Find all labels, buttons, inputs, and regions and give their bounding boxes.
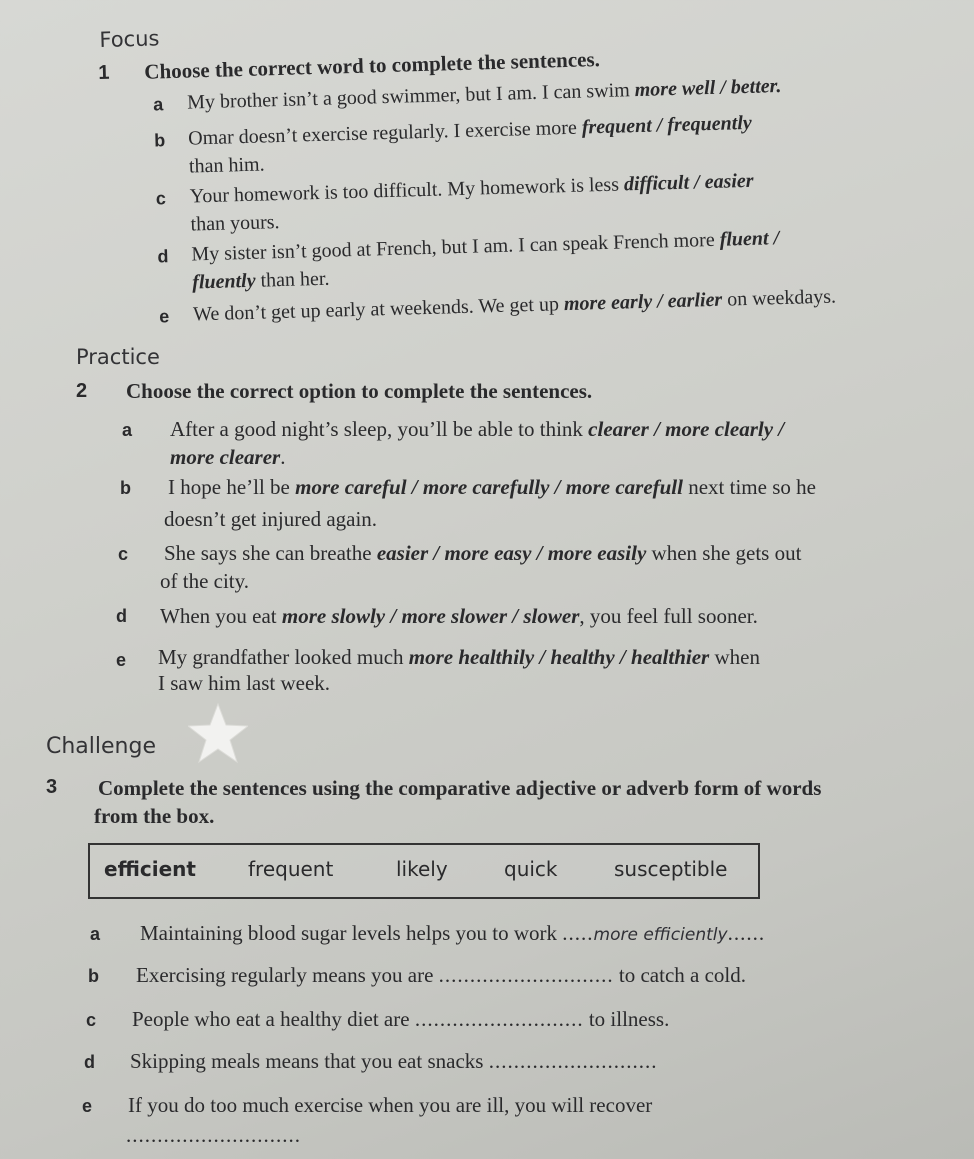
item-letter: b — [153, 130, 166, 151]
answer-blank[interactable]: ............................ — [126, 1123, 301, 1147]
item-letter: b — [88, 966, 99, 986]
sentence-line: People who eat a healthy diet are ........................... to illness. — [132, 1007, 670, 1031]
sentence-line: When you eat more slowly / more slower / slower, you feel full sooner. — [160, 604, 758, 628]
sentence-line: Omar doesn’t exercise regularly. I exercise more frequent / frequently — [187, 111, 753, 150]
sentence-line: After a good night’s sleep, you’ll be able to think clearer / more clearly / — [170, 417, 785, 441]
word-options: more early / earlier — [563, 288, 723, 316]
item-letter: d — [84, 1052, 95, 1072]
challenge-heading: Challenge — [46, 734, 156, 759]
sentence-line: My grandfather looked much more healthily / healthy / healthier when — [158, 645, 760, 669]
item-letter: e — [116, 650, 127, 670]
item-letter: d — [157, 246, 169, 267]
sentence-line: than him. — [188, 153, 265, 178]
item-letter: e — [158, 306, 170, 327]
item-letter: a — [122, 420, 133, 440]
focus-heading: Focus — [99, 26, 160, 53]
word-options: more slowly / more slower / slower — [281, 604, 580, 628]
item-letter: a — [90, 924, 101, 944]
item-letter: c — [155, 188, 167, 209]
answer-blank[interactable]: ............................ — [438, 963, 614, 987]
word-options: difficult / easier — [623, 169, 754, 196]
word-options: more careful / more carefully / more carefull — [295, 475, 683, 499]
word-box-item: efficient — [104, 857, 196, 881]
sentence-line: My sister isn’t good at French, but I am. I can speak French more fluent / — [191, 227, 780, 266]
sentence-line: Your homework is too difficult. My homework is less difficult / easier — [189, 169, 754, 208]
sentence-line: of the city. — [160, 569, 250, 593]
item-letter: e — [82, 1096, 93, 1116]
item-letter: c — [118, 544, 129, 564]
star-icon — [188, 702, 248, 764]
word-box-item: quick — [504, 857, 558, 881]
word-options: easier / more easy / more easily — [376, 541, 647, 565]
handwritten-answer: more efficiently — [593, 925, 728, 945]
exercise-number: 2 — [76, 380, 88, 402]
word-box — [88, 843, 760, 899]
practice-heading: Practice — [76, 345, 160, 369]
sentence-line: Maintaining blood sugar levels helps you to work .....more efficiently...... — [140, 921, 766, 945]
sentence-line: Skipping meals means that you eat snacks ........................... — [130, 1049, 658, 1073]
word-box-item: frequent — [248, 857, 334, 881]
word-options: fluently — [191, 269, 256, 294]
item-letter: b — [120, 478, 131, 498]
sentence-line: She says she can breathe easier / more easy / more easily when she gets out — [164, 541, 802, 565]
sentence-line: I saw him last week. — [158, 671, 331, 695]
answer-blank[interactable]: ........................... — [488, 1049, 658, 1073]
word-options: more clearer — [170, 445, 281, 469]
sentence-line: If you do too much exercise when you are ill, you will recover — [128, 1093, 653, 1117]
word-options: clearer / more clearly / — [588, 417, 785, 441]
exercise-number: 1 — [98, 61, 110, 85]
focus-exercise — [0, 0, 972, 327]
sentence-line: We don’t get up early at weekends. We get up more early / earlier on weekdays. — [192, 285, 837, 326]
word-options: frequent / frequently — [581, 111, 753, 139]
exercise-instruction: Choose the correct word to complete the sentences. — [144, 47, 601, 84]
sentence-line: I hope he’ll be more careful / more carefully / more carefull next time so he — [168, 475, 816, 499]
word-options: fluent / — [719, 227, 780, 251]
sentence-line: My brother isn’t a good swimmer, but I am. I can swim more well / better. — [186, 74, 782, 114]
sentence-line: fluently than her. — [191, 267, 330, 294]
word-options: more well / better. — [634, 74, 782, 102]
item-letter: d — [116, 606, 127, 626]
sentence-line: doesn’t get injured again. — [164, 507, 378, 531]
word-box-item: likely — [396, 857, 448, 881]
item-letter: c — [86, 1010, 97, 1030]
exercise-instruction: from the box. — [94, 804, 215, 828]
exercise-instruction: Choose the correct option to complete the sentences. — [126, 379, 593, 403]
sentence-line: than yours. — [190, 211, 280, 236]
word-box-item: susceptible — [614, 857, 728, 881]
word-options: more healthily / healthy / healthier — [408, 645, 710, 669]
sentence-line: more clearer. — [170, 445, 286, 469]
item-letter: a — [152, 94, 164, 115]
exercise-instruction: Complete the sentences using the comparative adjective or adverb form of words — [98, 776, 822, 800]
exercise-number: 3 — [46, 776, 58, 798]
sentence-line: Exercising regularly means you are ............................ to catch a cold. — [136, 963, 746, 987]
answer-blank[interactable]: ........................... — [414, 1007, 584, 1031]
